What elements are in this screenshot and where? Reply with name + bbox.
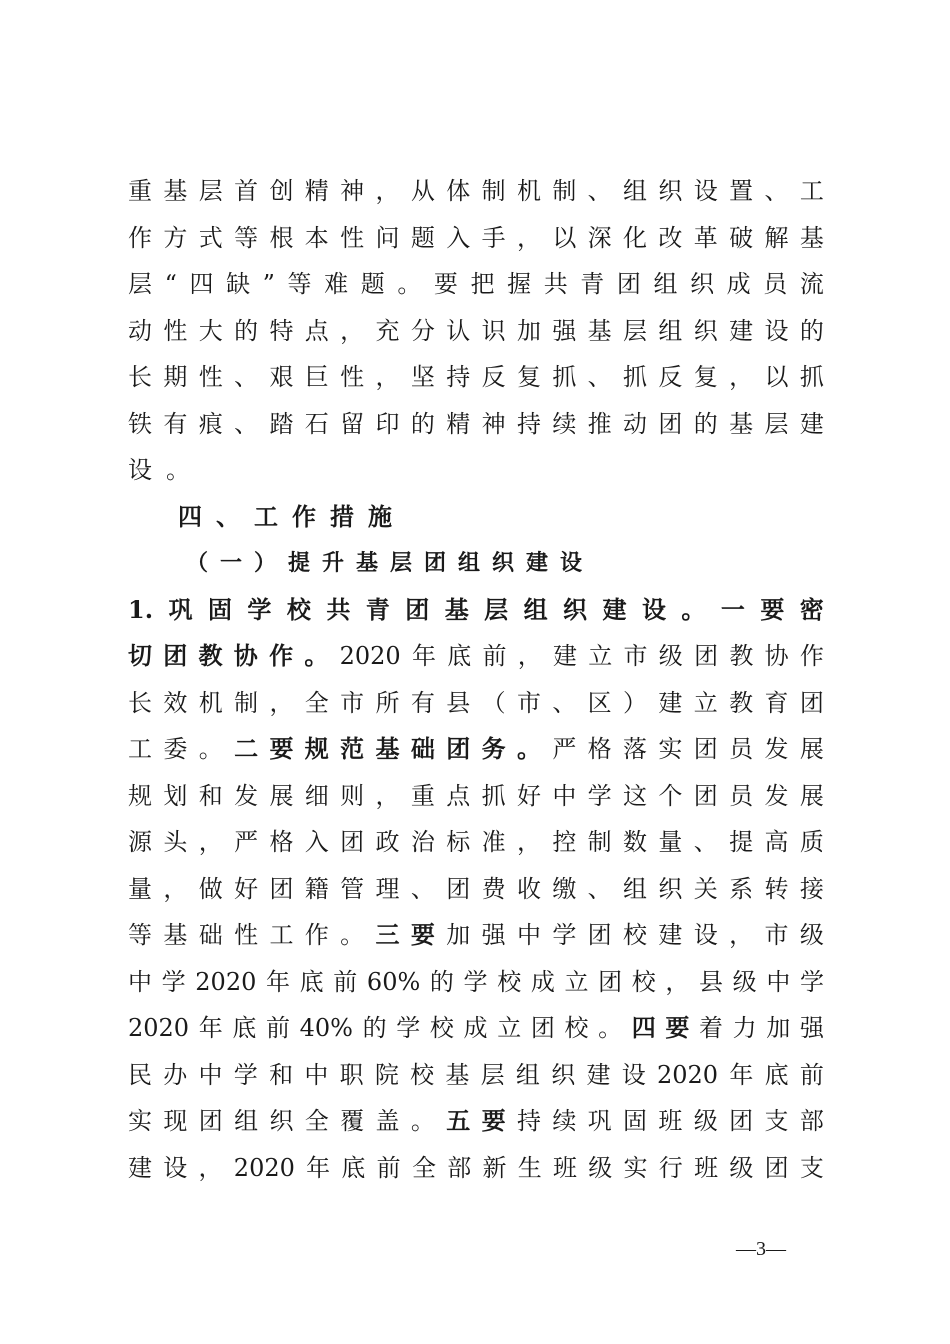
subsection-heading: （一）提升基层团组织建设: [186, 550, 595, 576]
paragraph-line: 重 基 层 首 创 精 神 ， 从 体 制 机 制 、 组 织 设 置 、 工: [128, 177, 824, 205]
section-heading: 四、工作措施: [178, 501, 406, 531]
paragraph-line: 民 办 中 学 和 中 职 院 校 基 层 组 织 建 设 2020 年 底 前: [128, 1060, 824, 1089]
paragraph-line: 铁 有 痕 、 踏 石 留 印 的 精 神 持 续 推 动 团 的 基 层 建: [128, 409, 824, 438]
paragraph-line: 长 效 机 制 ， 全 市 所 有 县 （ 市 、 区 ） 建 立 教 育 团: [128, 688, 824, 717]
paragraph-line: 实 现 团 组 织 全 覆 盖 。 五 要 持 续 巩 固 班 级 团 支 部: [128, 1106, 824, 1135]
paragraph-line: 规 划 和 发 展 细 则 ， 重 点 抓 好 中 学 这 个 团 员 发 展: [128, 781, 824, 810]
paragraph-line: 切 团 教 协 作 。 2020 年 底 前 ， 建 立 市 级 团 教 协 作: [128, 641, 824, 670]
paragraph-line: 中 学 2020 年 底 前 60% 的 学 校 成 立 团 校 ， 县 级 中 学: [128, 967, 824, 996]
paragraph-line: 2020 年 底 前 40% 的 学 校 成 立 团 校 。 四 要 着 力 加 强: [128, 1013, 824, 1042]
paragraph-line: 作 方 式 等 根 本 性 问 题 入 手 ， 以 深 化 改 革 破 解 基: [128, 223, 824, 252]
body-text: [128, 168, 824, 1191]
page-number: —3—: [736, 1238, 786, 1260]
paragraph-line: 动 性 大 的 特 点 ， 充 分 认 识 加 强 基 层 组 织 建 设 的: [128, 316, 824, 345]
paragraph-line: 量 ， 做 好 团 籍 管 理 、 团 费 收 缴 、 组 织 关 系 转 接: [128, 874, 824, 903]
paragraph-line: 设 。: [128, 456, 190, 484]
paragraph-line: 长 期 性 、 艰 巨 性 ， 坚 持 反 复 抓 、 抓 反 复 ， 以 抓: [128, 363, 824, 391]
paragraph-line: [128, 587, 824, 634]
paragraph-line: 层 “ 四 缺 ” 等 难 题 。 要 把 握 共 青 团 组 织 成 员 流: [128, 270, 824, 298]
paragraph-line: 等 基 础 性 工 作 。 三 要 加 强 中 学 团 校 建 设 ， 市 级: [128, 920, 824, 949]
lead-sentence: 1. 巩 固 学 校 共 青 团 基 层 组 织 建 设 。 一 要 密: [128, 594, 824, 624]
paragraph-line: 建 设 ， 2020 年 底 前 全 部 新 生 班 级 实 行 班 级 团 支: [128, 1153, 824, 1182]
paragraph-line: 源 头 ， 严 格 入 团 政 治 标 准 ， 控 制 数 量 、 提 高 质: [128, 828, 824, 856]
paragraph-line: 工 委 。 二 要 规 范 基 础 团 务 。 严 格 落 实 团 员 发 展: [128, 734, 824, 763]
